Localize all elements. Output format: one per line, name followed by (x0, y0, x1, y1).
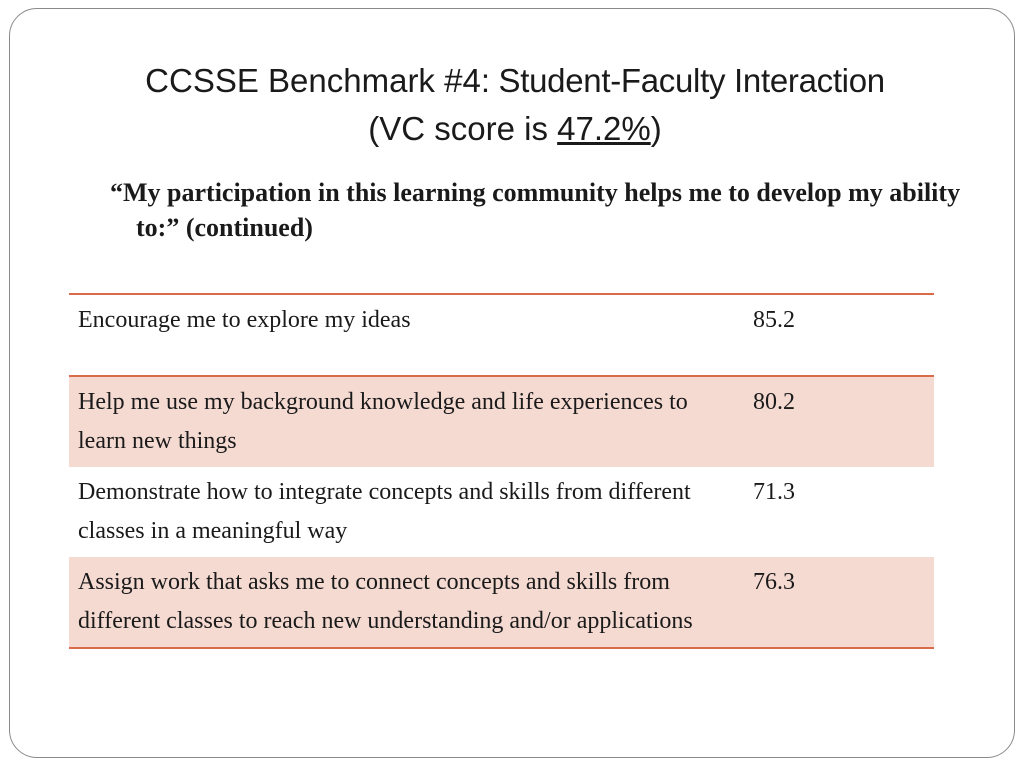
survey-prompt: “My participation in this learning community helps me to develop my ability to:” (continued) (110, 178, 961, 242)
title-prefix: CCSSE Benchmark #4 (145, 62, 481, 99)
table-row (69, 294, 934, 376)
row-value: 85.2 (735, 294, 934, 376)
row-statement: Demonstrate how to integrate concepts and skills from different classes in a meaningful way (78, 479, 691, 544)
table-row (69, 557, 934, 648)
table-row (69, 467, 934, 557)
slide-title (50, 57, 980, 153)
score-close: ) (650, 110, 662, 147)
row-value: 80.2 (735, 376, 934, 467)
row-statement: Help me use my background knowledge and life experiences to learn new things (69, 376, 735, 467)
results-table (69, 293, 934, 649)
title-emphasis: : Student-Faculty Interaction (480, 62, 885, 99)
row-statement: Assign work that asks me to connect concepts and skills from different classes to reach new understanding and/or applications (69, 557, 735, 648)
table-row (69, 376, 934, 467)
row-value: 71.3 (753, 479, 795, 505)
row-statement: Encourage me to explore my ideas (69, 294, 735, 376)
score-open: (VC score is (368, 110, 558, 147)
vc-score-value: 47.2% (557, 110, 651, 147)
row-value: 76.3 (735, 557, 934, 648)
title-line-2 (50, 105, 980, 153)
title-line-1 (50, 57, 980, 105)
